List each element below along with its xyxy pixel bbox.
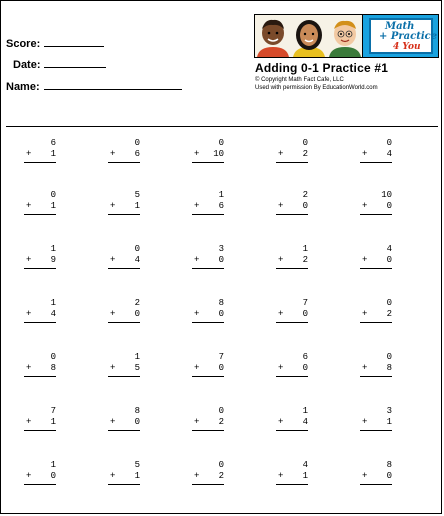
addition-problem [110,406,140,428]
addend-bottom-row [26,201,56,212]
plus-sign: + [362,255,368,265]
addend-top: 0 [50,190,56,200]
addend-top: 3 [218,244,224,254]
plus-sign: + [278,149,284,159]
answer-line [360,430,392,431]
addend-bottom: 6 [134,149,140,159]
plus-sign: + [26,201,32,211]
plus-sign: + [194,201,200,211]
addend-bottom: 0 [302,309,308,319]
addend-top: 0 [386,352,392,362]
addend-bottom: 0 [134,417,140,427]
answer-line [24,484,56,485]
addend-bottom-row [26,417,56,428]
addition-problem [362,298,392,320]
math-practice-logo [362,15,438,57]
addition-problem [194,138,224,160]
addend-bottom: 4 [302,417,308,427]
answer-line [24,268,56,269]
addend-bottom-row [110,471,140,482]
addend-bottom: 0 [302,201,308,211]
score-label: Score: [6,38,41,50]
addition-problem [194,352,224,374]
answer-line [276,322,308,323]
addend-top: 1 [302,244,308,254]
addition-problem [362,190,392,212]
addend-bottom: 0 [50,471,56,481]
addend-bottom: 8 [50,363,56,373]
addend-bottom-row [110,417,140,428]
addend-bottom-row [110,149,140,160]
addend-bottom-row [26,471,56,482]
addition-problem [26,244,56,266]
plus-sign: + [26,471,32,481]
addend-bottom: 2 [218,471,224,481]
addend-top: 7 [50,406,56,416]
plus-sign: + [278,471,284,481]
answer-line [192,484,224,485]
plus-sign: + [110,363,116,373]
addend-top: 0 [302,138,308,148]
answer-line [276,376,308,377]
addend-bottom-row [110,363,140,374]
addition-problem [362,138,392,160]
addition-problem [26,406,56,428]
addend-bottom-row [110,309,140,320]
plus-sign: + [278,201,284,211]
date-line [44,67,106,68]
plus-sign: + [278,363,284,373]
copyright-text: © Copyright Math Fact Cafe, LLC [255,77,344,83]
worksheet-title: Adding 0-1 Practice #1 [255,61,389,75]
addition-problem [194,190,224,212]
addition-problem [278,138,308,160]
addend-bottom-row [110,255,140,266]
answer-line [360,376,392,377]
addend-bottom: 0 [386,255,392,265]
addend-bottom: 0 [218,309,224,319]
plus-sign: + [194,417,200,427]
addition-problem [278,190,308,212]
addend-top: 3 [386,406,392,416]
addend-bottom: 0 [386,471,392,481]
addend-bottom-row [362,309,392,320]
answer-line [108,268,140,269]
addend-bottom-row [278,309,308,320]
answer-line [24,376,56,377]
addend-bottom: 8 [386,363,392,373]
addend-top: 0 [386,138,392,148]
plus-sign: + [110,309,116,319]
name-line [44,89,182,90]
addend-bottom: 1 [386,417,392,427]
score-field [6,38,40,50]
answer-line [192,430,224,431]
answer-line [192,376,224,377]
addend-bottom-row [194,149,224,160]
addend-bottom: 0 [218,363,224,373]
plus-sign: + [278,417,284,427]
answer-line [24,322,56,323]
answer-line [24,214,56,215]
addition-problem [278,406,308,428]
addend-bottom-row [194,471,224,482]
addend-bottom-row [278,255,308,266]
plus-sign: + [278,255,284,265]
addend-bottom-row [26,309,56,320]
plus-sign: + [26,417,32,427]
addend-top: 0 [386,298,392,308]
addend-bottom: 2 [386,309,392,319]
answer-line [108,484,140,485]
logo-frame [369,18,438,54]
plus-sign: + [362,201,368,211]
addend-top: 0 [134,138,140,148]
addition-problem [194,460,224,482]
addend-bottom: 4 [386,149,392,159]
addition-problem [26,352,56,374]
addend-bottom-row [278,201,308,212]
answer-line [276,484,308,485]
answer-line [192,214,224,215]
permission-text: Used with permission By EducationWorld.com [255,85,378,91]
plus-sign: + [110,201,116,211]
addition-problem [278,298,308,320]
addend-bottom-row [278,149,308,160]
name-label: Name: [6,81,40,93]
answer-line [360,484,392,485]
addend-bottom-row [194,363,224,374]
addition-problem [26,190,56,212]
addend-bottom-row [26,149,56,160]
addend-bottom: 0 [302,363,308,373]
logo-line-3: 4 You [393,42,421,52]
addend-top: 1 [218,190,224,200]
addend-bottom: 5 [134,363,140,373]
plus-sign: + [26,363,32,373]
addend-bottom: 2 [302,149,308,159]
addend-top: 0 [218,460,224,470]
addition-problem [110,298,140,320]
addition-problem [110,352,140,374]
addend-top: 0 [218,406,224,416]
addend-bottom-row [194,201,224,212]
addend-top: 4 [302,460,308,470]
addend-top: 6 [50,138,56,148]
plus-sign: + [194,255,200,265]
plus-sign: + [26,255,32,265]
addend-top: 8 [218,298,224,308]
addition-problem [194,244,224,266]
addend-bottom-row [194,255,224,266]
plus-sign: + [26,149,32,159]
addend-top: 1 [50,298,56,308]
answer-line [276,162,308,163]
addend-bottom: 1 [134,471,140,481]
answer-line [108,162,140,163]
addend-top: 2 [302,190,308,200]
addend-bottom-row [26,255,56,266]
addend-top: 8 [134,406,140,416]
plus-sign: + [362,149,368,159]
addend-top: 1 [134,352,140,362]
addend-bottom-row [362,255,392,266]
answer-line [24,430,56,431]
plus-sign: + [110,471,116,481]
answer-line [360,162,392,163]
date-label: Date: [13,59,41,71]
name-field [6,81,40,93]
answer-line [108,214,140,215]
plus-sign: + [278,309,284,319]
addend-top: 0 [134,244,140,254]
plus-sign: + [194,363,200,373]
answer-line [192,322,224,323]
addition-problem [26,298,56,320]
addend-top: 1 [50,460,56,470]
addend-top: 6 [302,352,308,362]
addend-bottom-row [194,417,224,428]
answer-line [108,430,140,431]
addend-bottom: 0 [134,309,140,319]
answer-line [276,214,308,215]
addend-bottom-row [362,201,392,212]
addend-bottom-row [278,417,308,428]
addition-problem [362,244,392,266]
logo-line-1: Math [385,21,415,32]
addend-bottom-row [26,363,56,374]
addend-top: 0 [50,352,56,362]
addend-top: 8 [386,460,392,470]
plus-sign: + [110,417,116,427]
addition-problem [194,298,224,320]
addition-problem [278,460,308,482]
answer-line [192,162,224,163]
addend-bottom-row [194,309,224,320]
answer-line [24,162,56,163]
addend-bottom: 4 [134,255,140,265]
addend-bottom-row [362,149,392,160]
addend-bottom-row [110,201,140,212]
answer-line [192,268,224,269]
addend-bottom: 10 [213,149,224,159]
addition-problem [110,190,140,212]
addend-top: 7 [218,352,224,362]
answer-line [360,214,392,215]
addition-problem [26,138,56,160]
plus-sign: + [362,363,368,373]
answer-line [360,268,392,269]
addend-bottom: 1 [50,201,56,211]
addition-problem [278,352,308,374]
plus-sign: + [362,417,368,427]
plus-sign: + [362,309,368,319]
addend-bottom: 1 [134,201,140,211]
children-illustration [255,15,362,57]
addend-bottom-row [362,417,392,428]
answer-line [108,376,140,377]
addend-bottom: 1 [50,149,56,159]
addend-bottom: 1 [302,471,308,481]
addend-bottom: 6 [218,201,224,211]
plus-sign: + [194,309,200,319]
plus-sign: + [194,149,200,159]
addend-top: 0 [218,138,224,148]
plus-sign: + [26,309,32,319]
date-field [13,59,41,71]
addend-bottom: 9 [50,255,56,265]
addition-problem [194,406,224,428]
answer-line [360,322,392,323]
addend-top: 2 [134,298,140,308]
addend-top: 5 [134,190,140,200]
addition-problem [362,352,392,374]
addend-bottom: 2 [218,417,224,427]
addition-problem [278,244,308,266]
addend-bottom-row [362,363,392,374]
answer-line [276,430,308,431]
header-divider [6,126,438,127]
score-line [44,46,104,47]
addend-bottom: 0 [386,201,392,211]
addition-problem [362,460,392,482]
addend-top: 5 [134,460,140,470]
addend-bottom: 4 [50,309,56,319]
plus-sign: + [194,471,200,481]
answer-line [276,268,308,269]
addition-problem [110,460,140,482]
addend-top: 10 [381,190,392,200]
addend-top: 7 [302,298,308,308]
addition-problem [26,460,56,482]
addend-top: 1 [50,244,56,254]
addend-bottom: 0 [218,255,224,265]
addition-problem [362,406,392,428]
plus-sign: + [362,471,368,481]
answer-line [108,322,140,323]
addend-top: 1 [302,406,308,416]
logo-line-2: + Practice [379,31,438,42]
addend-bottom-row [278,363,308,374]
addition-problem [110,138,140,160]
addition-problem [110,244,140,266]
plus-sign: + [110,149,116,159]
plus-sign: + [110,255,116,265]
addend-top: 4 [386,244,392,254]
addend-bottom-row [278,471,308,482]
header-banner [254,14,439,58]
addend-bottom: 2 [302,255,308,265]
addend-bottom-row [362,471,392,482]
addend-bottom: 1 [50,417,56,427]
